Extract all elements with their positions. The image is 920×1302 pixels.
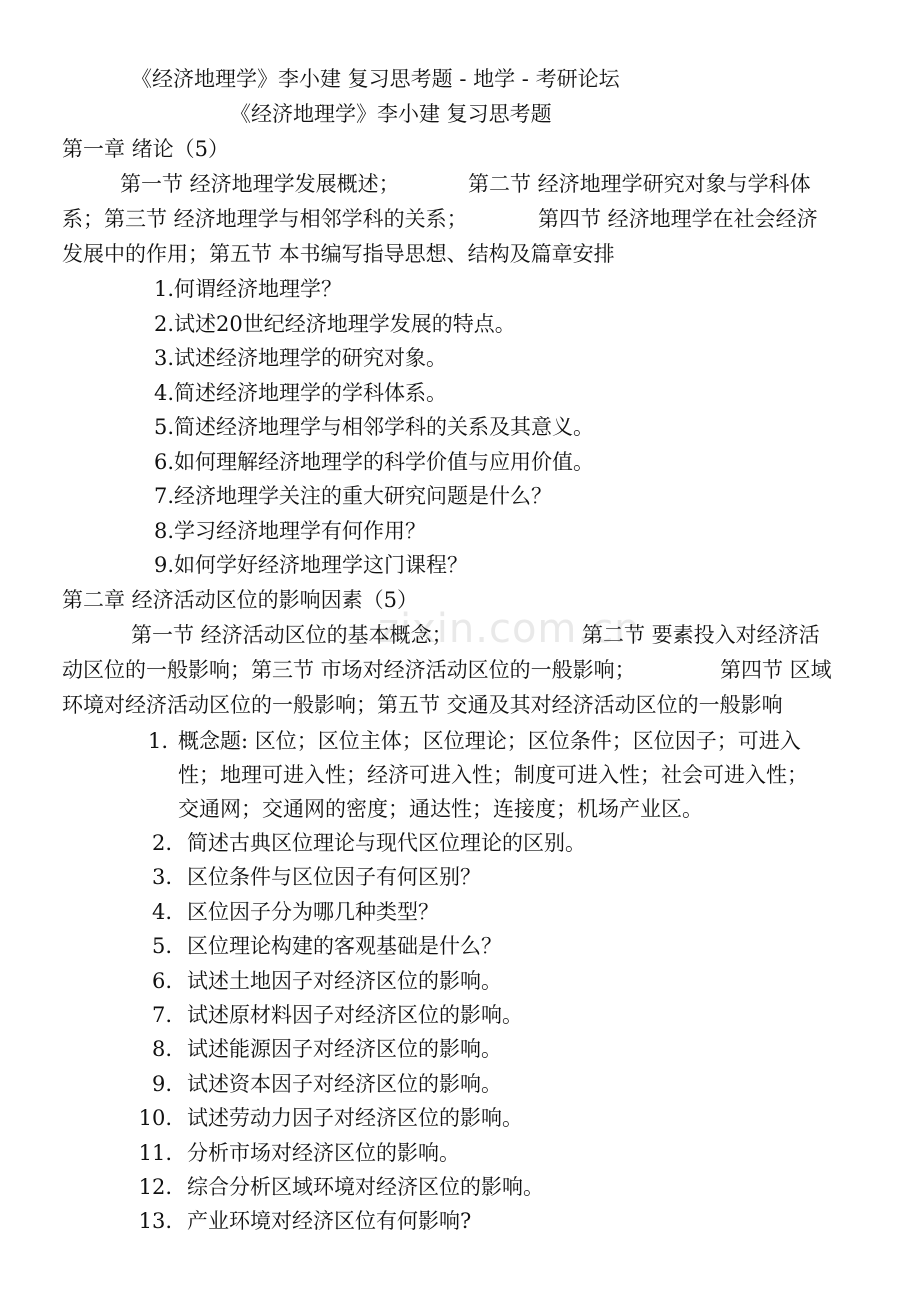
document-title: 《经济地理学》李小建 复习思考题 - 地学 - 考研论坛 (131, 67, 620, 91)
chapter-2-question-number: 6. (151, 968, 172, 993)
watermark: zixin.com.cn (378, 606, 641, 652)
chapter-1-question: 3.试述经济地理学的研究对象。 (154, 346, 448, 370)
chapter-1-question: 2.试述20世纪经济地理学发展的特点。 (154, 311, 516, 336)
chapter-2-question-number: 11. (138, 1140, 172, 1165)
chapter-2-question-number: 12. (138, 1175, 172, 1199)
chapter-2-question-1-number: 1. (148, 729, 169, 753)
chapter-2-question-1-line-2: 性；地理可进入性；经济可进入性；制度可进入性；社会可进入性； (178, 763, 808, 787)
chapter-2-question-1-line-3: 交通网；交通网的密度；通达性；连接度；机场产业区。 (178, 797, 703, 821)
chapter-2-question-number: 13. (138, 1209, 172, 1234)
chapter-1-sections-line-2: 系；第三节 经济地理学与相邻学科的关系； (62, 207, 468, 231)
chapter-1-question: 7.经济地理学关注的重大研究问题是什么？ (154, 484, 553, 508)
chapter-2-question-text: 区位条件与区位因子有何区别？ (187, 865, 481, 890)
chapter-2-sections-line-2: 动区位的一般影响；第三节 市场对经济活动区位的一般影响； (62, 658, 636, 682)
chapter-2-question-text: 简述古典区位理论与现代区位理论的区别。 (187, 831, 586, 855)
chapter-2-question-text: 产业环境对经济区位有何影响? (187, 1209, 472, 1234)
chapter-2-section-4: 第四节 区域 (720, 658, 832, 682)
chapter-1-sections-line-3: 发展中的作用；第五节 本书编写指导思想、结构及篇章安排 (62, 242, 615, 266)
chapter-1-section-1: 第一节 经济地理学发展概述； (120, 172, 400, 196)
chapter-1-question: 5.简述经济地理学与相邻学科的关系及其意义。 (154, 415, 595, 439)
chapter-2-question-1-line-1: 概念题: 区位；区位主体；区位理论；区位条件；区位因子；可进入 (178, 729, 801, 753)
document-subtitle: 《经济地理学》李小建 复习思考题 (230, 102, 552, 126)
chapter-2-question-text: 分析市场对经济区位的影响。 (187, 1140, 460, 1165)
chapter-2-question-number: 8. (151, 1037, 172, 1062)
chapter-2-question-number: 7. (151, 1003, 172, 1027)
chapter-2-question-text: 综合分析区域环境对经济区位的影响。 (187, 1175, 544, 1199)
chapter-1-question: 6.如何理解经济地理学的科学价值与应用价值。 (154, 449, 595, 474)
chapter-2-question-number: 10. (138, 1106, 172, 1131)
chapter-1-question: 4.简述经济地理学的学科体系。 (154, 380, 448, 405)
chapter-2-section-1: 第一节 经济活动区位的基本概念； (131, 623, 453, 647)
chapter-2-sections-line-3: 环境对经济活动区位的一般影响；第五节 交通及其对经济活动区位的一般影响 (62, 693, 783, 717)
chapter-2-question-text: 区位理论构建的客观基础是什么？ (187, 934, 502, 959)
chapter-2-question-text: 试述劳动力因子对经济区位的影响。 (187, 1106, 523, 1131)
chapter-1-sections-line-1 (120, 169, 400, 199)
chapter-2-question-number: 3. (151, 865, 172, 890)
chapter-1-question: 1.何谓经济地理学？ (154, 277, 343, 301)
chapter-2-question-number: 9. (151, 1071, 172, 1096)
chapter-2-question-text: 试述资本因子对经济区位的影响。 (187, 1071, 502, 1096)
chapter-1-section-4: 第四节 经济地理学在社会经济 (538, 207, 818, 231)
chapter-2-question-number: 2. (151, 831, 172, 855)
chapter-2-question-number: 5. (151, 934, 172, 959)
chapter-2-section-2-start: 第二节 要素投入对经济活 (582, 623, 820, 647)
chapter-2-question-text: 试述原材料因子对经济区位的影响。 (187, 1003, 523, 1027)
chapter-1-section-2-start: 第二节 经济地理学研究对象与学科体 (468, 172, 811, 196)
chapter-2-question-text: 试述土地因子对经济区位的影响。 (187, 968, 502, 993)
chapter-1-question: 9.如何学好经济地理学这门课程？ (154, 553, 469, 577)
chapter-2-question-number: 4. (151, 899, 172, 924)
chapter-1-heading: 第一章 绪论（5） (62, 137, 230, 161)
chapter-2-question-text: 区位因子分为哪几种类型？ (187, 899, 439, 924)
chapter-2-question-text: 试述能源因子对经济区位的影响。 (187, 1037, 502, 1062)
chapter-1-question: 8.学习经济地理学有何作用？ (154, 518, 427, 543)
chapter-2-heading: 第二章 经济活动区位的影响因素（5） (62, 588, 419, 612)
